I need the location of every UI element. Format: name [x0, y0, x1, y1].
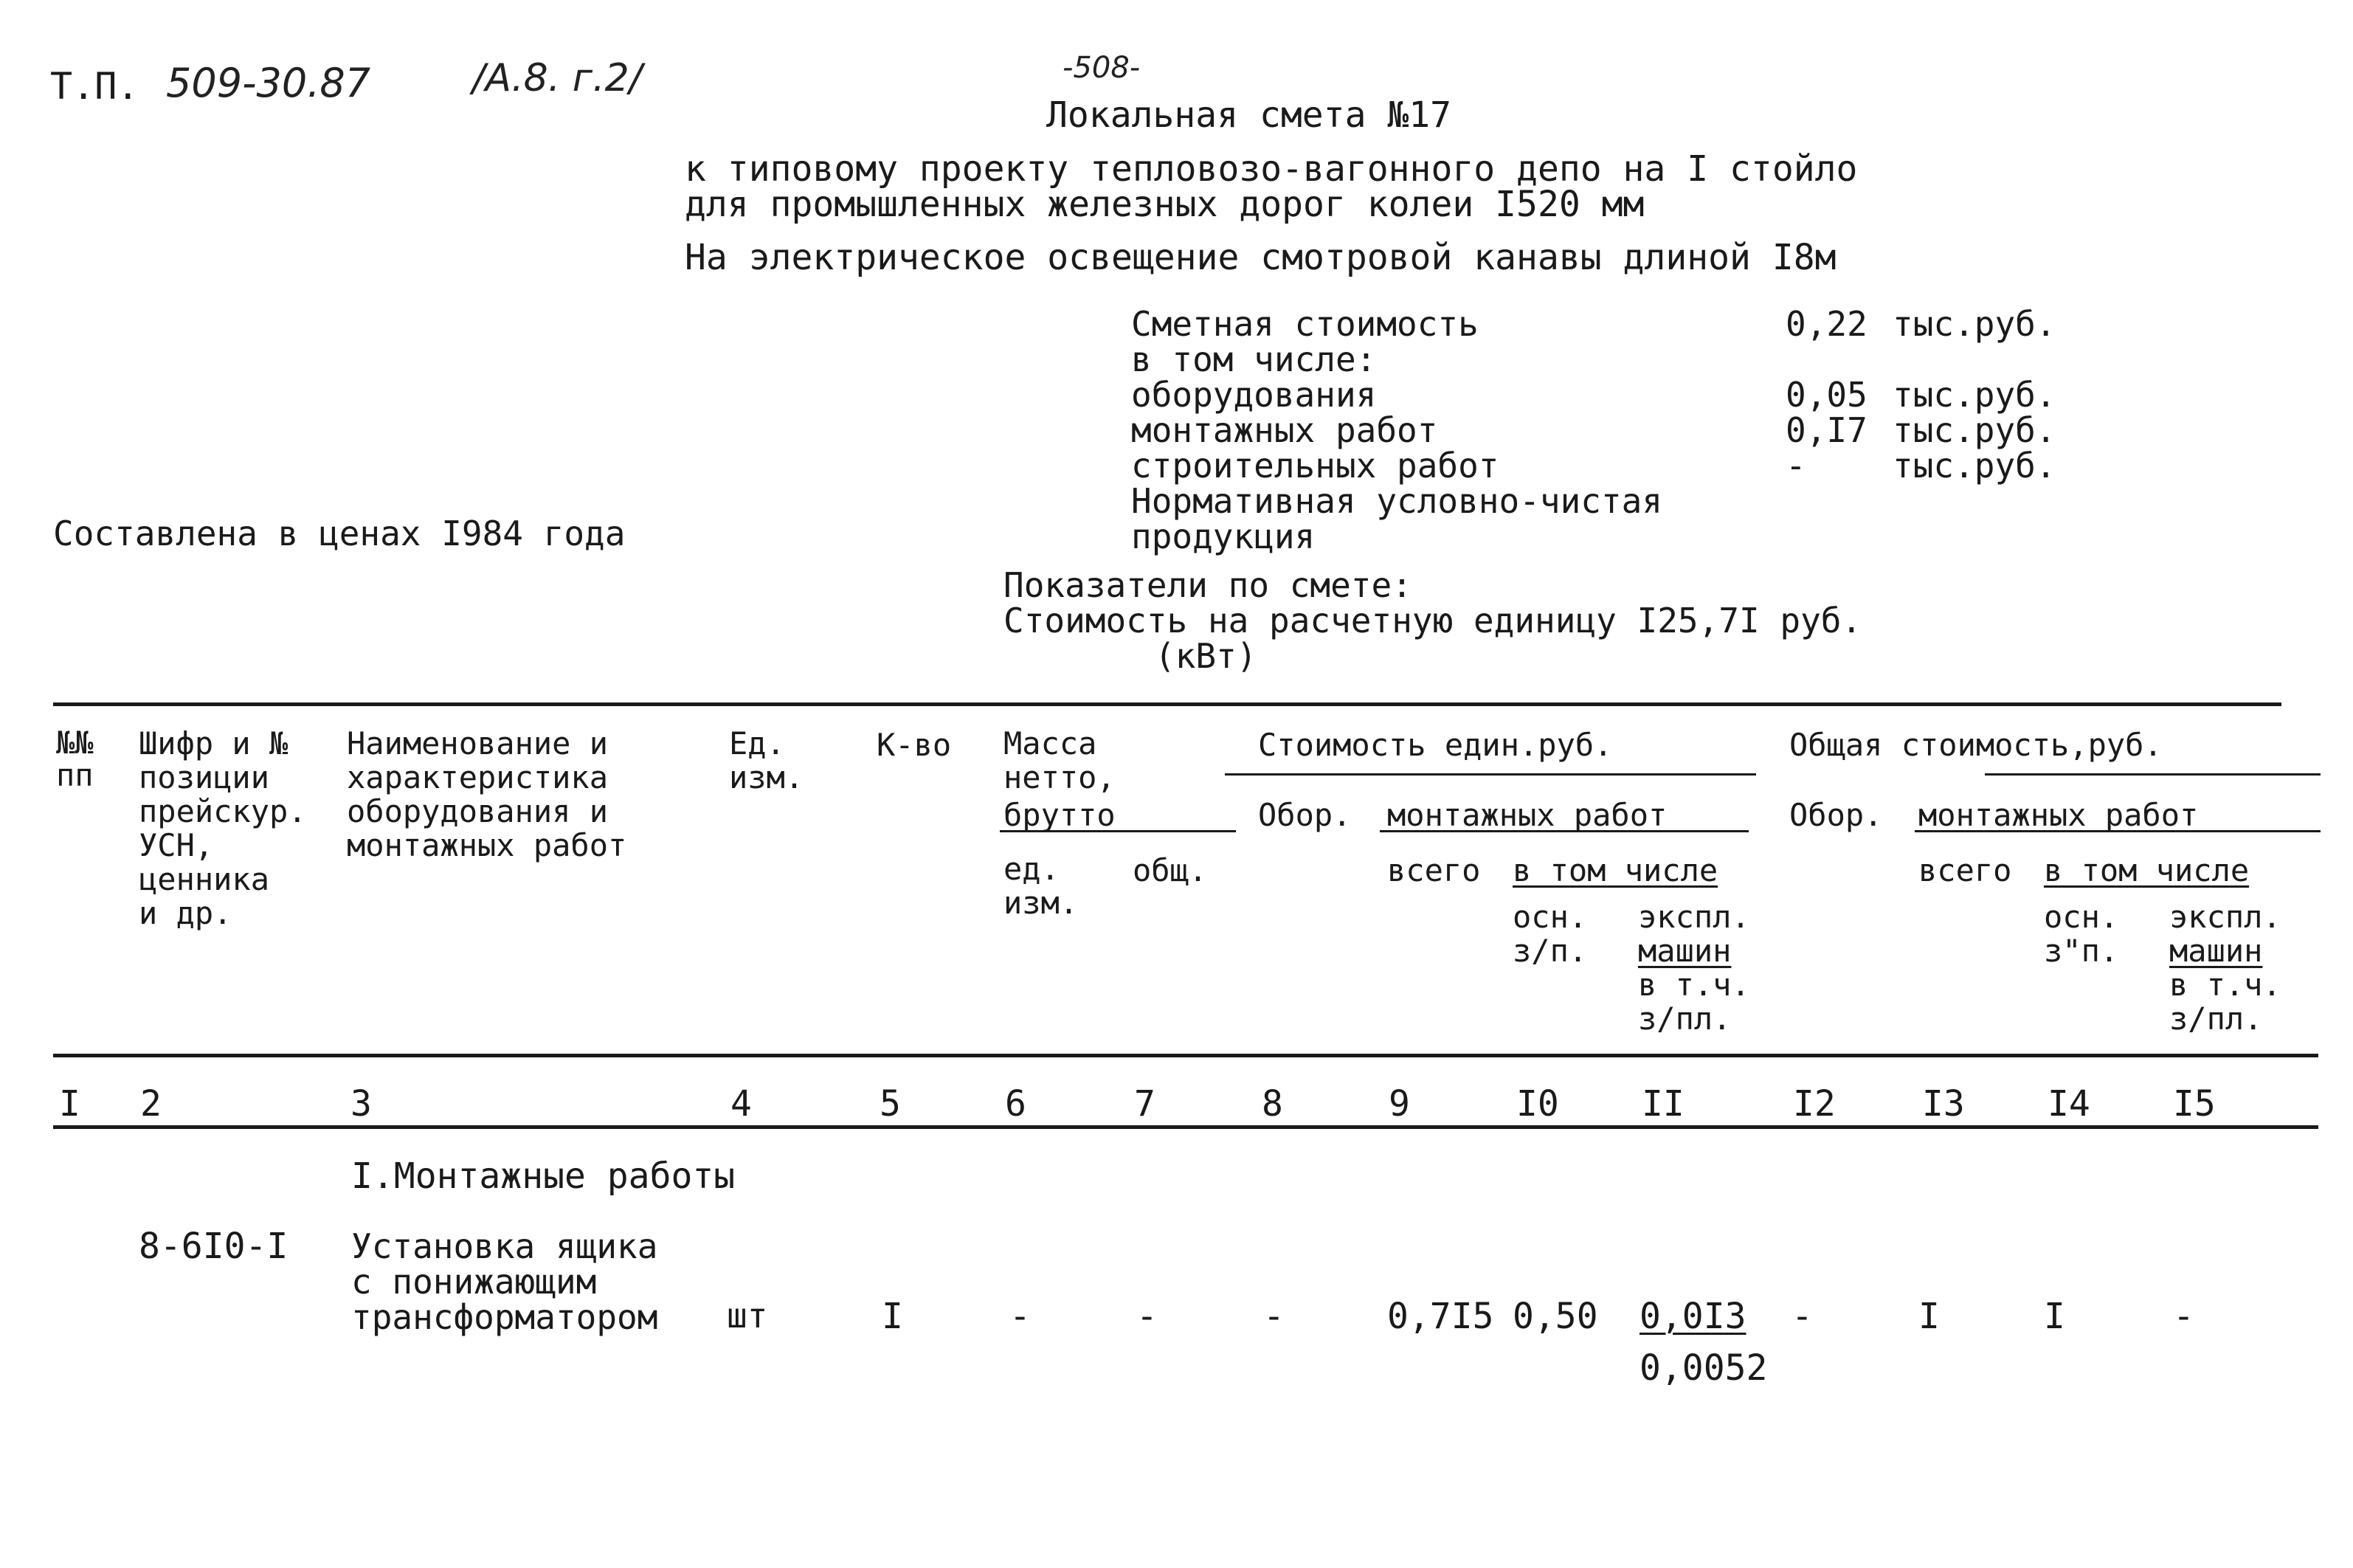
row-machines-total: - [2173, 1296, 2194, 1337]
column-number: I2 [1793, 1083, 1836, 1125]
column-number: 2 [140, 1083, 162, 1125]
cost-unit: тыс.руб. [1893, 446, 2056, 486]
header-bottom-rule [53, 1054, 2318, 1057]
cost-value: 0,22 [1786, 304, 1867, 344]
row-unit: шт [727, 1296, 768, 1336]
header-text: осн. з/п. [1513, 899, 1588, 969]
header-text: экспл. [2169, 899, 2281, 935]
header-text: №№ пп [56, 725, 94, 793]
header-install-all-total: всего [1918, 852, 2012, 888]
cost-label: Нормативная условно-чистая [1131, 481, 1663, 521]
header-install-unit: монтажных работ [1387, 797, 1668, 833]
row-qty: I [882, 1296, 903, 1337]
header-text: машин [2169, 933, 2263, 969]
header-machines-unit [1638, 900, 1750, 1036]
header-text: в т.ч. з/пл. [2169, 967, 2281, 1037]
cost-unit: тыс.руб. [1893, 304, 2056, 344]
column-number: 9 [1389, 1083, 1410, 1125]
sheet-reference-handwritten: /А.8. г.2/ [472, 56, 643, 100]
column-number: 5 [880, 1083, 901, 1125]
indicators-line: Стоимость на расчетную единицу I25,7I руб. [1003, 601, 1862, 640]
cost-label: Сметная стоимость [1131, 304, 1479, 344]
header-incl-total: в том числе [2044, 852, 2250, 888]
cost-value: - [1786, 446, 1806, 486]
page-number: -508- [1063, 51, 1141, 85]
header-mass-unit [1003, 852, 1078, 920]
document-title: Локальная смета №17 [1046, 94, 1452, 136]
section-title: I.Монтажные работы [351, 1156, 736, 1197]
header-text: машин [1638, 933, 1732, 969]
column-number: 4 [730, 1083, 752, 1125]
cost-label: монтажных работ [1131, 410, 1438, 450]
column-number: II [1642, 1083, 1685, 1125]
header-code [139, 727, 307, 930]
column-number: 3 [350, 1083, 372, 1125]
header-row-number [56, 727, 94, 792]
cost-value [1786, 342, 1867, 377]
cost-summary-values [1786, 304, 1867, 486]
indicators-title: Показатели по смете: [1003, 565, 1412, 605]
row-code: 8-6I0-I [139, 1226, 288, 1267]
row-basic-wage-unit: 0,50 [1513, 1296, 1598, 1337]
header-mass-total: общ. [1133, 852, 1208, 888]
row-mass-total: - [1136, 1296, 1158, 1337]
header-basic-wage-unit [1513, 900, 1587, 968]
cost-label: строительных работ [1131, 446, 1499, 486]
header-text: Масса нетто, [1003, 725, 1116, 795]
cost-unit-rule [1225, 773, 1756, 776]
cost-value: 0,05 [1786, 375, 1867, 415]
indicators-unit: (кВт) [1155, 636, 1257, 676]
column-number: I3 [1922, 1083, 1965, 1125]
row-equip-total: - [1791, 1296, 1813, 1337]
project-line-2: для промышленных железных дорог колеи I520 мм [685, 184, 1645, 225]
header-text: в т.ч. з/пл. [1638, 967, 1750, 1037]
column-numbers-rule [53, 1125, 2318, 1129]
row-machines-wage-unit: 0,0052 [1640, 1347, 1768, 1389]
cost-label: продукция [1131, 517, 1316, 556]
header-text: экспл. [1638, 899, 1750, 935]
cost-summary-labels [1131, 306, 1662, 554]
row-mass-unit: - [1009, 1296, 1031, 1337]
header-text: осн. з"п. [2044, 899, 2119, 969]
doc-prefix: Т.П. [50, 65, 139, 108]
table-top-rule [53, 702, 2281, 706]
subject-line: На электрическое освещение смотровой канавы длиной I8м [685, 237, 1837, 278]
prices-year: Составлена в ценах I984 года [53, 514, 626, 553]
cost-summary-units [1893, 304, 2056, 486]
cost-total-rule [1985, 773, 2321, 776]
header-text: Ед. изм. [729, 725, 804, 795]
cost-label: оборудования [1131, 375, 1377, 415]
cost-label: в том числе: [1131, 339, 1377, 379]
row-basic-wage-total: I [2044, 1296, 2065, 1337]
header-install-all-unit: всего [1387, 852, 1481, 888]
header-mass [1003, 727, 1116, 795]
header-unit-cost: Стоимость един.руб. [1258, 727, 1613, 763]
header-qty: К-во [877, 727, 952, 763]
header-equip-total: Обор. [1789, 797, 1883, 833]
header-equip-unit: Обор. [1258, 797, 1352, 833]
column-number: 6 [1005, 1083, 1026, 1125]
cost-unit: тыс.руб. [1893, 410, 2056, 450]
row-install-total: I [1918, 1296, 1940, 1337]
column-number: 8 [1262, 1083, 1283, 1125]
cost-value: 0,I7 [1786, 410, 1867, 450]
column-number: 7 [1134, 1083, 1155, 1125]
header-text: Наименование и характеристика оборудования и монтажных работ [347, 725, 627, 863]
column-number: I0 [1516, 1083, 1559, 1125]
header-unit [729, 727, 804, 795]
row-machines-unit: 0,0I3 [1640, 1296, 1746, 1337]
row-name: Установка ящика с понижающим трансформатором [351, 1226, 658, 1337]
cost-unit: тыс.руб. [1893, 375, 2056, 415]
header-text: ед. изм. [1003, 851, 1079, 921]
header-machines-total [2169, 900, 2281, 1036]
header-incl-unit: в том числе [1513, 852, 1718, 888]
doc-number-handwritten: 509-30.87 [166, 60, 371, 106]
header-name [347, 727, 626, 863]
header-basic-wage-total [2044, 900, 2118, 968]
column-number: I4 [2048, 1083, 2090, 1125]
header-mass-brutto: брутто [1003, 797, 1116, 833]
column-number: I [59, 1083, 80, 1125]
row-equip-unit: - [1263, 1296, 1285, 1337]
header-text: Шифр и № позиции прейскур. УСН, ценника и др. [139, 725, 307, 931]
column-number: I5 [2173, 1083, 2216, 1125]
header-total-cost: Общая стоимость,руб. [1789, 727, 2163, 763]
cost-unit [1893, 342, 2056, 377]
row-install-total-unit: 0,7I5 [1387, 1296, 1494, 1337]
header-install-total: монтажных работ [1918, 797, 2199, 833]
project-line-1: к типовому проекту тепловозо-вагонного депо на I стойло [685, 148, 1858, 190]
